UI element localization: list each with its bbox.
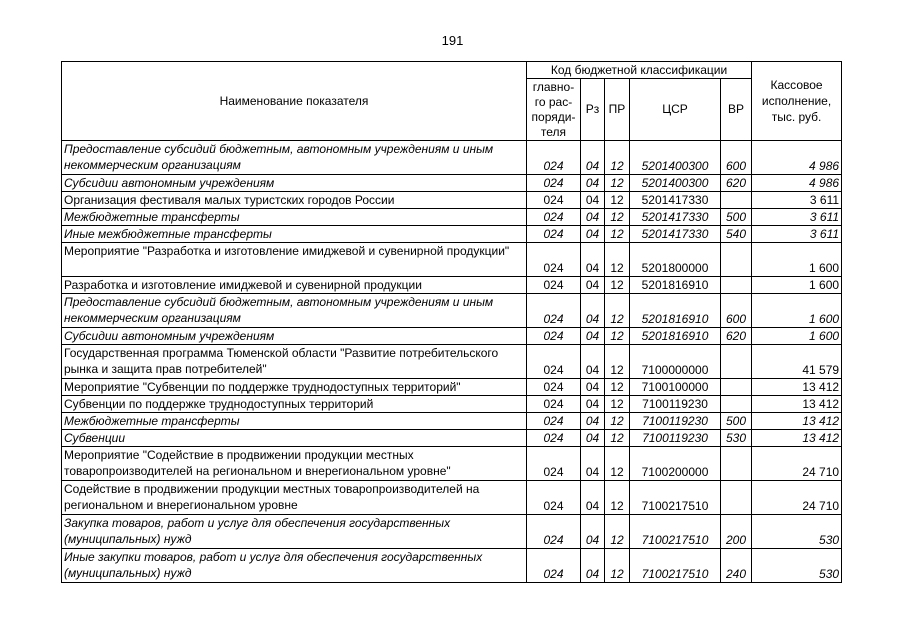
row-amount: 3 611 [752, 192, 842, 209]
header-gr-text: главно- го рас- поряди- теля [531, 79, 576, 139]
table-row [62, 141, 842, 175]
row-vr-code: 600 [721, 294, 752, 328]
row-vr-code [721, 447, 752, 481]
row-vr-code: 500 [721, 413, 752, 430]
row-amount: 530 [752, 549, 842, 583]
row-vr-code [721, 345, 752, 379]
row-pr-code: 12 [605, 345, 630, 379]
row-gr-code: 024 [527, 515, 581, 549]
row-pr-code: 12 [605, 413, 630, 430]
row-gr-code: 024 [527, 277, 581, 294]
row-rz-code: 04 [581, 345, 605, 379]
row-name: Иные закупки товаров, работ и услуг для обеспечения государственных (муниципальных) нужд [62, 549, 527, 583]
row-vr-code: 200 [721, 515, 752, 549]
row-rz-code: 04 [581, 328, 605, 345]
row-csr-code: 5201816910 [630, 277, 721, 294]
row-name: Предоставление субсидий бюджетным, автономным учреждениям и иным некоммерческим организациям [62, 294, 527, 328]
row-vr-code: 240 [721, 549, 752, 583]
row-gr-code: 024 [527, 379, 581, 396]
row-amount: 41 579 [752, 345, 842, 379]
row-name: Субвенции [62, 430, 527, 447]
row-pr-code: 12 [605, 141, 630, 175]
table-row [62, 294, 842, 328]
row-csr-code: 7100119230 [630, 396, 721, 413]
row-vr-code [721, 481, 752, 515]
table-row [62, 243, 842, 277]
row-vr-code: 620 [721, 328, 752, 345]
table-row [62, 515, 842, 549]
row-name: Иные межбюджетные трансферты [62, 226, 527, 243]
row-csr-code: 7100217510 [630, 549, 721, 583]
row-name: Субсидии автономным учреждениям [62, 328, 527, 345]
row-name: Межбюджетные трансферты [62, 209, 527, 226]
row-vr-code: 500 [721, 209, 752, 226]
row-amount: 13 412 [752, 396, 842, 413]
row-gr-code: 024 [527, 175, 581, 192]
row-rz-code: 04 [581, 226, 605, 243]
header-rz: Рз [581, 79, 605, 141]
row-gr-code: 024 [527, 141, 581, 175]
row-csr-code: 7100119230 [630, 430, 721, 447]
table-row [62, 277, 842, 294]
row-amount: 13 412 [752, 413, 842, 430]
row-vr-code: 530 [721, 430, 752, 447]
row-amount: 1 600 [752, 328, 842, 345]
row-gr-code: 024 [527, 396, 581, 413]
page-number: 191 [441, 33, 464, 48]
row-rz-code: 04 [581, 413, 605, 430]
table-row [62, 430, 842, 447]
row-rz-code: 04 [581, 515, 605, 549]
row-amount: 3 611 [752, 209, 842, 226]
row-csr-code: 5201417330 [630, 192, 721, 209]
row-rz-code: 04 [581, 396, 605, 413]
budget-table [61, 61, 842, 583]
row-csr-code: 7100119230 [630, 413, 721, 430]
row-pr-code: 12 [605, 209, 630, 226]
table-body [62, 141, 842, 583]
row-rz-code: 04 [581, 175, 605, 192]
row-pr-code: 12 [605, 294, 630, 328]
row-rz-code: 04 [581, 141, 605, 175]
table-row [62, 396, 842, 413]
row-name: Разработка и изготовление имиджевой и сувенирной продукции [62, 277, 527, 294]
table-row [62, 226, 842, 243]
table-row [62, 345, 842, 379]
row-pr-code: 12 [605, 549, 630, 583]
row-amount: 4 986 [752, 141, 842, 175]
row-amount: 4 986 [752, 175, 842, 192]
row-pr-code: 12 [605, 430, 630, 447]
table-row [62, 209, 842, 226]
row-name: Содействие в продвижении продукции местных товаропроизводителей на региональном и внерегиональном уровне [62, 481, 527, 515]
row-pr-code: 12 [605, 481, 630, 515]
row-pr-code: 12 [605, 396, 630, 413]
table-row [62, 413, 842, 430]
row-name: Субвенции по поддержке труднодоступных территорий [62, 396, 527, 413]
row-vr-code: 600 [721, 141, 752, 175]
header-csr: ЦСР [630, 79, 721, 141]
header-vr: ВР [721, 79, 752, 141]
row-amount: 1 600 [752, 294, 842, 328]
row-pr-code: 12 [605, 192, 630, 209]
row-pr-code: 12 [605, 243, 630, 277]
row-name: Мероприятие "Субвенции по поддержке труднодоступных территорий" [62, 379, 527, 396]
row-amount: 1 600 [752, 277, 842, 294]
row-amount: 13 412 [752, 430, 842, 447]
row-amount: 530 [752, 515, 842, 549]
row-rz-code: 04 [581, 243, 605, 277]
row-amount: 3 611 [752, 226, 842, 243]
row-pr-code: 12 [605, 379, 630, 396]
row-gr-code: 024 [527, 192, 581, 209]
row-rz-code: 04 [581, 379, 605, 396]
row-vr-code [721, 192, 752, 209]
row-gr-code: 024 [527, 481, 581, 515]
row-rz-code: 04 [581, 277, 605, 294]
row-gr-code: 024 [527, 243, 581, 277]
header-pr: ПР [605, 79, 630, 141]
row-name: Закупка товаров, работ и услуг для обеспечения государственных (муниципальных) нужд [62, 515, 527, 549]
row-rz-code: 04 [581, 549, 605, 583]
row-pr-code: 12 [605, 277, 630, 294]
row-csr-code: 7100100000 [630, 379, 721, 396]
row-gr-code: 024 [527, 447, 581, 481]
row-name: Государственная программа Тюменской области "Развитие потребительского рынка и защита прав потребителей" [62, 345, 527, 379]
row-gr-code: 024 [527, 226, 581, 243]
table-row [62, 192, 842, 209]
row-vr-code: 540 [721, 226, 752, 243]
row-amount: 24 710 [752, 481, 842, 515]
row-name: Мероприятие "Содействие в продвижении продукции местных товаропроизводителей на региональном и внерегиональном уровне" [62, 447, 527, 481]
row-vr-code [721, 277, 752, 294]
row-rz-code: 04 [581, 294, 605, 328]
row-rz-code: 04 [581, 192, 605, 209]
row-name: Межбюджетные трансферты [62, 413, 527, 430]
table-row [62, 328, 842, 345]
row-name: Организация фестиваля малых туристских городов России [62, 192, 527, 209]
header-amount-text: Кассовое исполнение, тыс. руб. [761, 78, 832, 124]
row-rz-code: 04 [581, 209, 605, 226]
row-gr-code: 024 [527, 413, 581, 430]
row-csr-code: 5201417330 [630, 226, 721, 243]
row-rz-code: 04 [581, 430, 605, 447]
header-gr [527, 79, 581, 141]
row-pr-code: 12 [605, 175, 630, 192]
row-vr-code [721, 396, 752, 413]
row-amount: 24 710 [752, 447, 842, 481]
row-gr-code: 024 [527, 294, 581, 328]
row-pr-code: 12 [605, 328, 630, 345]
row-gr-code: 024 [527, 430, 581, 447]
row-csr-code: 7100000000 [630, 345, 721, 379]
row-pr-code: 12 [605, 515, 630, 549]
row-rz-code: 04 [581, 481, 605, 515]
row-vr-code [721, 379, 752, 396]
row-rz-code: 04 [581, 447, 605, 481]
header-amount [752, 62, 842, 141]
row-csr-code: 7100200000 [630, 447, 721, 481]
table-row [62, 379, 842, 396]
row-amount: 1 600 [752, 243, 842, 277]
row-gr-code: 024 [527, 209, 581, 226]
row-gr-code: 024 [527, 328, 581, 345]
table-header [62, 62, 842, 141]
row-name: Субсидии автономным учреждениям [62, 175, 527, 192]
row-csr-code: 5201816910 [630, 328, 721, 345]
table-row [62, 481, 842, 515]
row-csr-code: 5201816910 [630, 294, 721, 328]
row-gr-code: 024 [527, 345, 581, 379]
row-vr-code [721, 243, 752, 277]
row-vr-code: 620 [721, 175, 752, 192]
table-row [62, 447, 842, 481]
row-csr-code: 7100217510 [630, 481, 721, 515]
row-name: Предоставление субсидий бюджетным, автономным учреждениям и иным некоммерческим организациям [62, 141, 527, 175]
header-name: Наименование показателя [62, 62, 527, 141]
row-gr-code: 024 [527, 549, 581, 583]
table-row [62, 549, 842, 583]
row-csr-code: 5201400300 [630, 175, 721, 192]
row-pr-code: 12 [605, 447, 630, 481]
row-csr-code: 7100217510 [630, 515, 721, 549]
row-pr-code: 12 [605, 226, 630, 243]
table-row [62, 175, 842, 192]
row-csr-code: 5201417330 [630, 209, 721, 226]
row-csr-code: 5201800000 [630, 243, 721, 277]
row-csr-code: 5201400300 [630, 141, 721, 175]
row-name: Мероприятие "Разработка и изготовление имиджевой и сувенирной продукции" [62, 243, 527, 277]
row-amount: 13 412 [752, 379, 842, 396]
header-code-group: Код бюджетной классификации [527, 62, 752, 79]
